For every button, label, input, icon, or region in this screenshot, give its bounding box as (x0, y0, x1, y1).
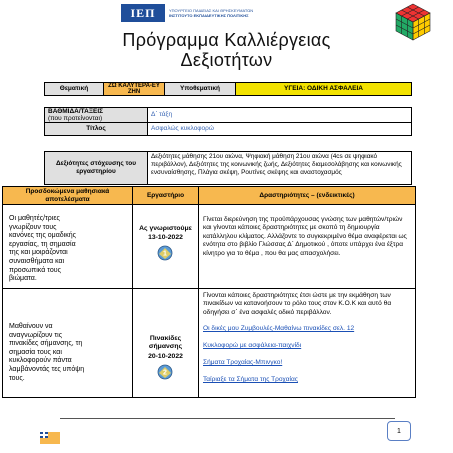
row1-workshop-title: Ας γνωριστούμε (139, 225, 192, 232)
thematiki-label: Θεματική (44, 82, 104, 96)
row1-workshop-date: 13-10-2022 (148, 234, 183, 241)
ypothematiki-value: ΥΓΕΙΑ: ΟΔΙΚΗ ΑΣΦΑΛΕΙΑ (235, 82, 412, 96)
link-kykloforo-paixnidi[interactable]: Κυκλοφορώ με ασφάλεια-παιχνίδι (203, 342, 302, 349)
page-number: 1 (387, 421, 411, 441)
badge-number: 2 (163, 369, 167, 377)
footer-divider (60, 418, 395, 419)
iep-logo-text (169, 8, 259, 18)
header-activities: Δραστηριότητες – (ενδεικτικές) (198, 186, 416, 205)
row2-activities-cell (198, 288, 416, 398)
page-subtitle: Δεξιοτήτων (180, 50, 273, 70)
table-row (2, 288, 133, 398)
iep-logo-mark: ΙΕΠ (121, 4, 165, 22)
logo-maintext: ΙΝΣΤΙΤΟΥΤΟ ΕΚΠΑΙΔΕΥΤΙΚΗΣ ΠΟΛΙΤΙΚΗΣ (169, 13, 249, 18)
vathmida-value: Δ΄ τάξη (147, 107, 412, 123)
page-title: Πρόγραμμα Καλλιέργειας (122, 30, 331, 50)
link-tairiaxe-simata[interactable]: Ταίριαξε τα Σήματα της Τροχαίας (203, 376, 298, 383)
link-zymvoules[interactable]: Οι δικές μου Ζυμβουλές-Μαθαίνω πινακίδες σελ. 12 (203, 325, 355, 332)
thematiki-value: ΖΩ ΚΑΛΥΤΕΡΑ-ΕΥ ΖΗΝ (103, 82, 165, 96)
link-simata-bingo[interactable]: Σήματα Τροχαίας-Μπινγκο! (203, 359, 283, 366)
row1-workshop-cell (132, 204, 199, 289)
row1-activities: Γίνεται διερεύνηση της προϋπάρχουσας γνώσης των μαθητών/τριών και γίνονται κάποιες δραστηριότητες με σκοπό τη δημιουργία κατάλληλου κλίματος. Αλλάζοντε το συγκεκριμένο θέμα αναφέρεται ως ενότητα στο βιβλίο Γλώσσας Δ΄ Δημοτικού , όποτε υπάρχει ένα έξτρα κίνητρο για το θέμα , που θα μας απασχολήσει. (203, 216, 407, 257)
flag-icon (40, 432, 60, 444)
row2-outcomes: Μαθαίνουν να αναγνωρίζουν τις πινακίδες σήμανσης, τη σημασία τους και κυκλοφορούν πάντα λαμβάνοντάς τες υπόψη τους. (9, 323, 85, 382)
dexiotites-value: Δεξιότητες μάθησης 21ου αιώνα, Ψηφιακή μάθηση 21ου αιώνα (4cs σε ψηφιακό περιβάλλον), Δεξιότητες της κοινωνικής ζωής, Δεξιότητες διαμεσολάβησης και κοινωνικής ενσυναίσθησης, Πλάγια σκέψη, Ρουτίνες σκέψης και αναστοχασμός (147, 151, 412, 185)
vathmida-label-cell (44, 107, 148, 123)
logo-subtext: ΥΠΟΥΡΓΕΙΟ ΠΑΙΔΕΙΑΣ ΚΑΙ ΘΡΗΣΚΕΥΜΑΤΩΝ (169, 8, 254, 13)
vathmida-label: ΒΑΘΜΙΔΑ/ΤΑΞΕΙΣ (48, 108, 104, 115)
dexiotites-label: Δεξιότητες στόχευσης του εργαστηρίου (44, 151, 148, 185)
iep-logo (121, 4, 259, 22)
header-outcomes: Προσδοκώμενα μαθησιακά αποτελέσματα (2, 186, 133, 205)
table-row (2, 204, 133, 289)
row1-outcomes: Οι μαθητές/τριες γνωρίζουν τους κανόνες της ομαδικής εργασίας, τη σημασία της και μοιράζονται συναισθήματα και προσωπικά τους βιώματα. (9, 215, 76, 283)
row2-workshop-date: 20-10-2022 (148, 353, 183, 360)
workshop-2-badge-icon (157, 364, 173, 380)
header-workshop: Εργαστήριο (132, 186, 199, 205)
row2-workshop-title: Πινακίδες σήμανσης (148, 335, 183, 350)
workshop-1-badge-icon (157, 245, 173, 261)
titlos-value: Ασφαλώς κυκλοφορώ (147, 122, 412, 136)
vathmida-sublabel: (που προτείνονται) (48, 114, 103, 122)
row1-activities-cell (198, 204, 416, 289)
row2-workshop-cell (132, 288, 199, 398)
ypothematiki-label: Υποθεματική (164, 82, 236, 96)
titlos-label: Τίτλος (44, 122, 148, 136)
row2-activities: Γίνονται κάποιες δραστηριότητες έτσι ώστε με την εκμάθηση των πινακίδων να κατανοήσουν το ρόλο τους στον Κ.Ο.Κ και αυτό θα οδηγήσει σ΄ ένα ασφαλές οδικό περιβάλλον. (203, 292, 392, 316)
badge-number: 1 (163, 250, 167, 258)
